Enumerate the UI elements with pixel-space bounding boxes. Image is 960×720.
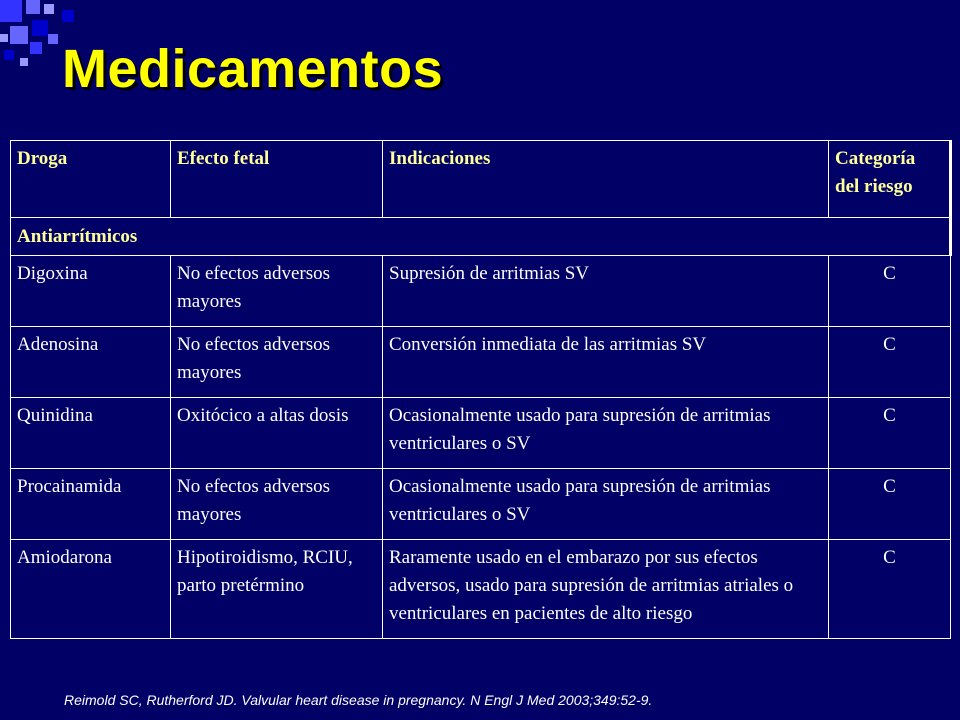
category-row <box>11 218 951 256</box>
cell-risk: C <box>829 540 951 639</box>
cell-indications: Conversión inmediata de las arritmias SV <box>383 327 829 398</box>
deco-square <box>0 34 8 42</box>
cell-drug: Amiodarona <box>11 540 171 639</box>
deco-square <box>4 50 14 60</box>
cell-drug: Procainamida <box>11 469 171 540</box>
table-row <box>11 469 951 540</box>
table-row <box>11 398 951 469</box>
cell-fetal-effect: No efectos adversos mayores <box>171 256 383 327</box>
deco-square <box>10 26 28 44</box>
citation-footnote: Reimold SC, Rutherford JD. Valvular heart disease in pregnancy. N Engl J Med 2003;349:52-9. <box>64 692 653 708</box>
slide-title: Medicamentos <box>62 39 444 99</box>
cell-indications: Supresión de arritmias SV <box>383 256 829 327</box>
deco-square <box>48 34 58 44</box>
cell-risk: C <box>829 256 951 327</box>
cell-drug: Quinidina <box>11 398 171 469</box>
cell-risk: C <box>829 398 951 469</box>
deco-square <box>20 58 28 66</box>
cell-indications: Raramente usado en el embarazo por sus efectos adversos, usado para supresión de arritmias atriales o ventriculares en pacientes de alto riesgo <box>383 540 829 639</box>
header-drug: Droga <box>11 141 171 218</box>
cell-fetal-effect: Hipotiroidismo, RCIU, parto pretérmino <box>171 540 383 639</box>
header-fetal-effect: Efecto fetal <box>171 141 383 218</box>
cell-fetal-effect: Oxitócico a altas dosis <box>171 398 383 469</box>
deco-square <box>32 20 48 36</box>
table-row <box>11 327 951 398</box>
cell-risk: C <box>829 469 951 540</box>
category-label: Antiarrítmicos <box>11 218 951 256</box>
deco-square <box>44 4 54 14</box>
header-indications: Indicaciones <box>383 141 829 218</box>
table-header-row <box>11 141 951 218</box>
deco-square <box>62 10 74 22</box>
deco-square <box>0 0 22 22</box>
deco-square <box>30 42 42 54</box>
cell-indications: Ocasionalmente usado para supresión de arritmias ventriculares o SV <box>383 398 829 469</box>
cell-fetal-effect: No efectos adversos mayores <box>171 469 383 540</box>
header-risk-category: Categoría del riesgo <box>829 141 951 218</box>
cell-drug: Adenosina <box>11 327 171 398</box>
cell-risk: C <box>829 327 951 398</box>
cell-drug: Digoxina <box>11 256 171 327</box>
cell-fetal-effect: No efectos adversos mayores <box>171 327 383 398</box>
cell-indications: Ocasionalmente usado para supresión de arritmias ventriculares o SV <box>383 469 829 540</box>
table-row <box>11 256 951 327</box>
deco-square <box>26 0 40 14</box>
table-row <box>11 540 951 639</box>
medication-table <box>10 140 952 639</box>
